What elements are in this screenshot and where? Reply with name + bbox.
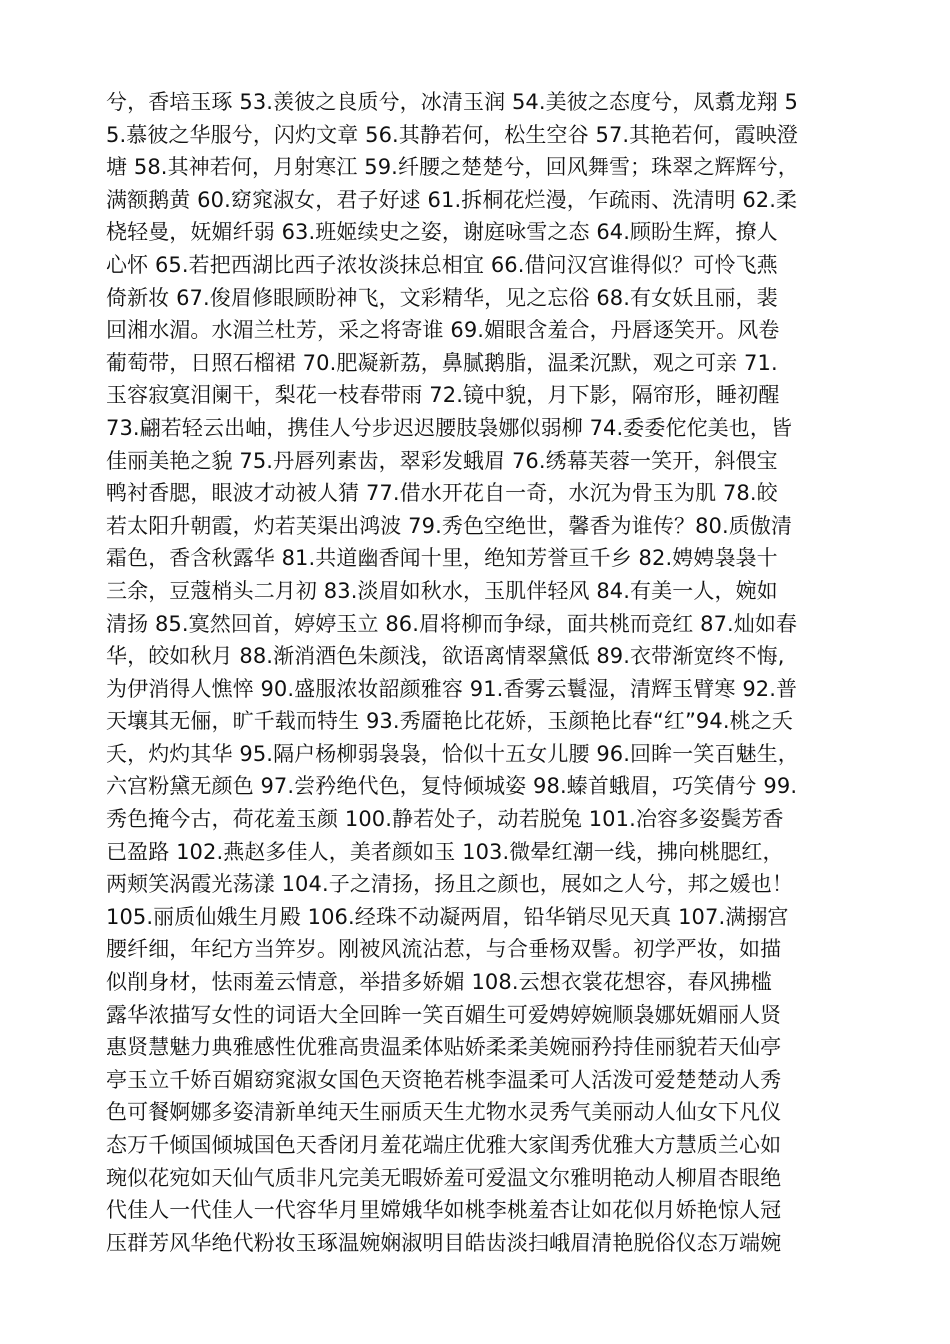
text-line: 秀色掩今古，荷花羞玉颜 100.静若处子，动若脱兔 101.冶容多姿鬓芳香: [106, 807, 784, 832]
text-line: 105.丽质仙娥生月殿 106.经珠不动凝两眉，铅华销尽见天真 107.满搦宫: [106, 904, 789, 929]
body-text: [106, 86, 856, 1259]
text-line: 华，皎如秋月 88.渐消酒色朱颜浅，欲语离情翠黛低 89.衣带渐宽终不悔,: [106, 644, 785, 669]
text-line: 5.慕彼之华服兮，闪灼文章 56.其静若何，松生空谷 57.其艳若何，霞映澄: [106, 122, 798, 147]
text-line: 清扬 85.寞然回首，婷婷玉立 86.眉将柳而争绿，面共桃而竞红 87.灿如春: [106, 611, 798, 636]
text-line: 葡萄带，日照石榴裙 70.肥凝新荔，鼻腻鹅脂，温柔沉默，观之可亲 71.: [106, 350, 778, 375]
text-line: 惠贤慧魅力典雅感性优雅高贵温柔体贴娇柔柔美婉丽矜持佳丽貌若天仙亭: [106, 1035, 782, 1060]
text-line: 似削身材，怯雨羞云情意，举措多娇媚 108.云想衣裳花想容，春风拂槛: [106, 970, 772, 995]
text-line: 桡轻曼，妩媚纤弱 63.班姬续史之姿，谢庭咏雪之态 64.顾盼生辉，撩人: [106, 220, 778, 245]
text-line: 倚新妆 67.俊眉修眼顾盼神飞，文彩精华，见之忘俗 68.有女妖且丽，裴: [106, 285, 778, 310]
text-line: 霜色，香含秋露华 81.共道幽香闻十里，绝知芳誉亘千乡 82.娉娉袅袅十: [106, 546, 778, 571]
text-line: 兮，香培玉琢 53.羡彼之良质兮，冰清玉润 54.美彼之态度兮，凤翥龙翔 5: [106, 90, 798, 114]
text-line: 态万千倾国倾城国色天香闭月羞花端庄优雅大家闺秀优雅大方慧质兰心如: [106, 1133, 782, 1157]
text-line: 三余，豆蔻梢头二月初 83.淡眉如秋水，玉肌伴轻风 84.有美一人，婉如: [106, 578, 778, 603]
text-line: 色可餐婀娜多姿清新单纯天生丽质天生尤物水灵秀气美丽动人仙女下凡仪: [106, 1100, 782, 1125]
text-line: 腰纤细，年纪方当笄岁。刚被风流沾惹，与合垂杨双髻。初学严妆，如描: [106, 937, 782, 962]
text-line: 回湘水湄。水湄兰杜芳，采之将寄谁 69.媚眼含羞合，丹唇逐笑开。风卷: [106, 318, 780, 343]
text-line: 73.翩若轻云出岫，携佳人兮步迟迟腰肢袅娜似弱柳 74.委委佗佗美也，皆: [106, 415, 793, 440]
text-line: 心怀 65.若把西湖比西子浓妆淡抹总相宜 66.借问汉宫谁得似？可怜飞燕: [106, 252, 778, 277]
text-line: 鸭衬香腮，眼波才动被人猜 77.借水开花自一奇，水沉为骨玉为肌 78.皎: [106, 481, 778, 506]
text-line: 塘 58.其神若何，月射寒江 59.纤腰之楚楚兮，回风舞雪；珠翠之辉辉兮，: [106, 155, 799, 180]
text-line: 为伊消得人憔悴 90.盛服浓妆韶颜雅容 91.香雾云鬟湿，清辉玉臂寒 92.普: [106, 676, 798, 701]
text-line: 琬似花宛如天仙气质非凡完美无暇娇羞可爱温文尔雅明艳动人柳眉杏眼绝: [106, 1165, 782, 1190]
text-line: 露华浓描写女性的词语大全回眸一笑百媚生可爱娉婷婉顺袅娜妩媚丽人贤: [106, 1002, 782, 1027]
text-line: 佳丽美艳之貌 75.丹唇列素齿，翠彩发蛾眉 76.绣幕芙蓉一笑开，斜偎宝: [106, 448, 778, 473]
text-line: 玉容寂寞泪阑干，梨花一枝春带雨 72.镜中貌，月下影，隔帘形，睡初醒: [106, 383, 780, 408]
text-line: 两颊笑涡霞光荡漾 104.子之清扬，扬且之颜也，展如之人兮，邦之媛也！: [106, 872, 793, 897]
text-line: 夭，灼灼其华 95.隔户杨柳弱袅袅，恰似十五女儿腰 96.回眸一笑百魅生，: [106, 741, 799, 766]
text-line: 天壤其无俪，旷千载而特生 93.秀靥艳比花娇，玉颜艳比春“红”94.桃之夭: [106, 709, 793, 734]
text-line: 满额鹅黄 60.窈窕淑女，君子好逑 61.拆桐花烂漫，乍疏雨、洗清明 62.柔: [106, 187, 798, 212]
text-line: 已盈路 102.燕赵多佳人，美者颜如玉 103.微晕红潮一线，拂向桃腮红，: [106, 839, 784, 864]
text-line: 代佳人一代佳人一代容华月里嫦娥华如桃李桃羞杏让如花似月娇艳惊人冠: [106, 1198, 782, 1223]
text-line: 压群芳风华绝代粉妆玉琢温婉娴淑明目皓齿淡扫峨眉清艳脱俗仪态万端婉: [106, 1230, 782, 1255]
text-line: 若太阳升朝霞，灼若芙渠出鸿波 79.秀色空绝世，馨香为谁传？80.质傲清: [106, 513, 793, 538]
text-line: 六宫粉黛无颜色 97.尝矜绝代色，复恃倾城姿 98.螓首蛾眉，巧笑倩兮 99.: [106, 774, 798, 799]
text-line: 亭玉立千娇百媚窈窕淑女国色天资艳若桃李温柔可人活泼可爱楚楚动人秀: [106, 1067, 782, 1092]
